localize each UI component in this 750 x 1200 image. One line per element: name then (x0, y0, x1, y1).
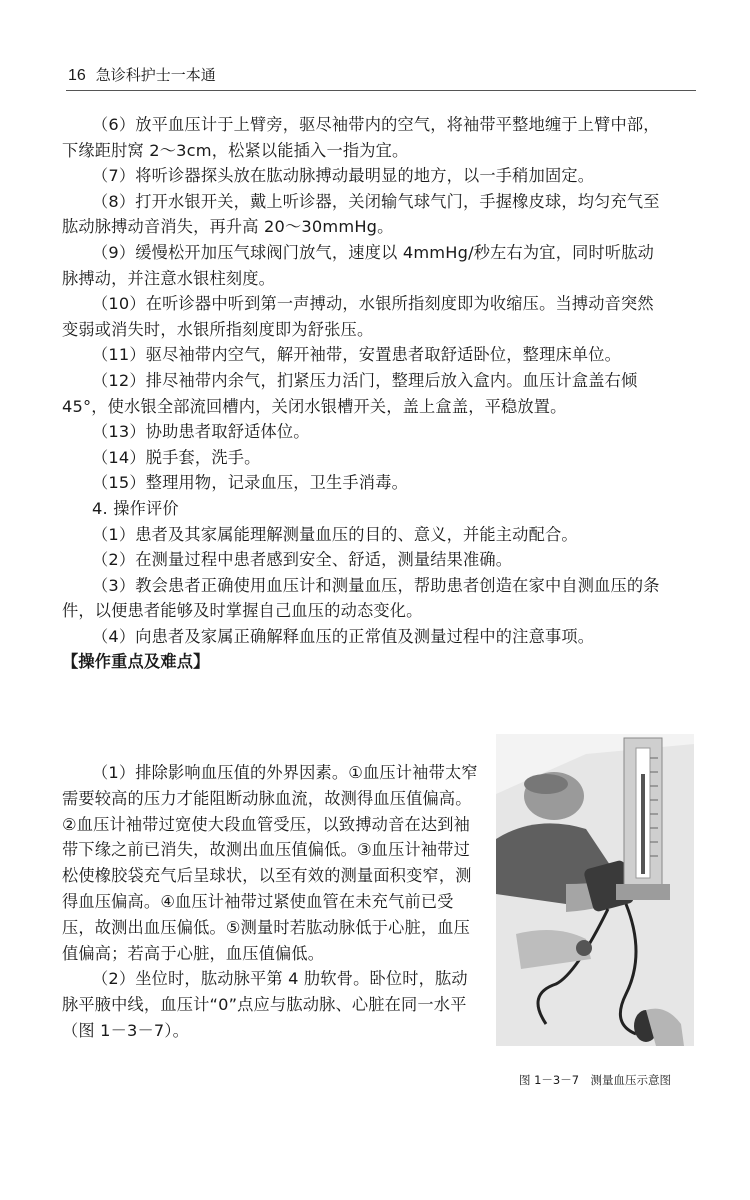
subsection-title: 4. 操作评价 (92, 498, 179, 518)
paragraph: （15）整理用物，记录血压，卫生手消毒。 (92, 473, 408, 493)
paragraph: （2）在测量过程中患者感到安全、舒适，测量结果准确。 (92, 550, 513, 570)
header-rule (66, 90, 696, 91)
section-heading: 【操作重点及难点】 (62, 652, 210, 672)
paragraph: （6）放平血压计于上臂旁，驱尽袖带内的空气，将袖带平整地缠于上臂中部，下缘距肘窝 2～3cm，松紧以能插入一指为宜。 (62, 115, 660, 160)
paragraph: （1）排除影响血压值的外界因素。①血压计袖带太窄需要较高的压力才能阻断动脉血流，故测得血压值偏高。②血压计袖带过宽使大段血管受压，以致搏动音在达到袖带下缘之前已消失，故测出血压值偏低。③血压计袖带过松使橡胶袋充气后呈球状，以至有效的测量面积变窄，测得血压偏高。④血压计袖带过紧使血管在未充气前已受压，故测出血压偏低。⑤测量时若肱动脉低于心脏，血压值偏高；若高于心脏，血压值偏低。 (62, 763, 478, 963)
paragraph: （7）将听诊器探头放在肱动脉搏动最明显的地方，以一手稍加固定。 (92, 166, 595, 186)
paragraph: （8）打开水银开关，戴上听诊器，关闭输气球气门，手握橡皮球，均匀充气至肱动脉搏动音消失，再升高 20～30mmHg。 (62, 191, 660, 237)
paragraph: （10）在听诊器中听到第一声搏动，水银所指刻度即为收缩压。当搏动音突然变弱或消失时，水银所指刻度即为舒张压。 (62, 294, 654, 339)
paragraph: （14）脱手套，洗手。 (92, 447, 261, 467)
paragraph: （2）坐位时，肱动脉平第 4 肋软骨。卧位时，肱动脉平腋中线，血压计“0”点应与肱动脉、心脏在同一水平（图 1－3－7）。 (62, 969, 468, 1040)
paragraph: （4）向患者及家属正确解释血压的正常值及测量过程中的注意事项。 (92, 626, 595, 646)
running-header (68, 64, 216, 85)
book-title: 急诊科护士一本通 (95, 66, 216, 84)
wrapped-text (62, 760, 478, 1044)
page-number: 16 (68, 67, 86, 84)
paragraph: （12）排尽袖带内余气，扪紧压力活门，整理后放入盒内。血压计盒盖右倾 45°，使水银全部流回槽内，关闭水银槽开关，盖上盒盖，平稳放置。 (62, 370, 638, 416)
paragraph: （3）教会患者正确使用血压计和测量血压，帮助患者创造在家中自测血压的条件，以便患者能够及时掌握自己血压的动态变化。 (62, 575, 660, 621)
blood-pressure-photo (496, 734, 694, 1046)
paragraph: （13）协助患者取舒适体位。 (92, 422, 310, 442)
paragraph: （9）缓慢松开加压气球阀门放气，速度以 4mmHg/秒左右为宜，同时听肱动脉搏动，并注意水银柱刻度。 (62, 242, 655, 288)
photo-illustration (496, 734, 694, 1046)
paragraph: （11）驱尽袖带内空气，解开袖带，安置患者取舒适卧位，整理床单位。 (92, 345, 622, 365)
figure-caption: 图 1－3－7 测量血压示意图 (518, 1073, 672, 1087)
paragraph: （1）患者及其家属能理解测量血压的目的、意义，并能主动配合。 (92, 524, 578, 544)
main-text (62, 112, 696, 675)
